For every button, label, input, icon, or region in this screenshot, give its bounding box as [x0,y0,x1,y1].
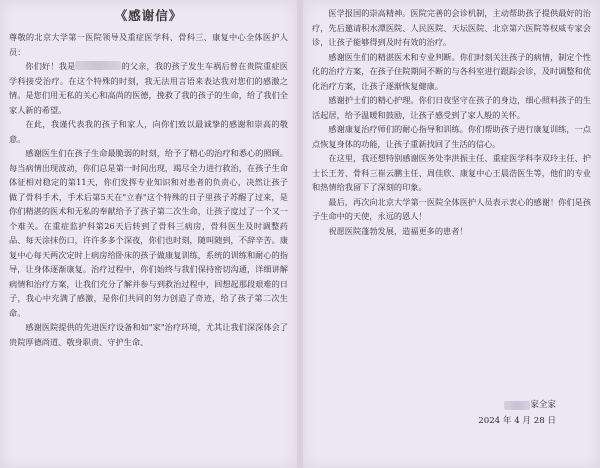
redacted-signature [504,401,530,410]
intro-text-end: 的父亲，我的孩子发生车祸后曾在贵院重症医学科接受治疗。在这个特殊的时刻，我无法用言语来表达我对您们的感激之情。是您们用无私的关心和高尚的医德，挽救了我的孩子的生命，给了我们全家人新的希望。 [9,61,288,115]
paragraph-respect: 在此，我谨代表我的孩子和家人，向你们致以最诚挚的感谢和崇高的敬意。 [9,119,288,144]
paragraph-doctors-care: 感谢医生们在孩子生命最脆弱的时刻，给予了精心的治疗和悉心的照顾。每当病情出现波动，你们总是第一时间出现，竭尽全力进行救治，在孩子生命体征相对稳定的第11天，你们发挥专业知识和对患者的负责心，决然让孩子做了骨科手术，手术后第5天在"立春"这个特殊的日子里孩子苏醒了过来，是你们精湛的医术和无私的奉献给予了孩子第二次生命，让孩子度过了一个又一个难关。在重症监护科第26天后转到了骨科三病房，骨科医生及时调整药品、每天涂抹伤口，许许多多个深夜，你们也时刻，随叫随到，不辞辛苦。康复中心每天两次定时上病房给卧床的孩子做康复训练，系统的训练和耐心的指导，让身体逐渐康复。治疗过程中，你们始终与我们保持密切沟通，详细讲解病情和治疗方案，让我们充分了解并参与到救治过程中，回想起那段艰难的日子，我心中充满了感激，是你们共同的努力创造了奇迹，给了孩子第二次生命。 [9,148,288,318]
paragraph-thanks-doctors: 感谢医生们的精湛医术和专业判断。你们时刻关注孩子的病情，制定个性化的治疗方案，在孩子住院期间不断的与各科室进行跟踪会诊，及时调整和优化治疗方案，让孩子逐渐恢复健康。 [312,51,591,91]
paragraph-hospital-equipment: 感谢医院提供的先进医疗设备和如"家"治疗环境，尤其让我们深深体会了贵院厚德尚道、敬身职责、守护生命、 [9,322,288,347]
signature-block [478,398,556,429]
letter-date: 2024 年 4 月 28 日 [478,416,556,426]
letter-body-left [9,30,288,349]
letter-page-left [0,0,297,468]
letter-page-right [303,0,600,468]
paragraph-closing: 最后，再次向北京大学第一医院全体医护人员表示衷心的感谢！你们是孩子生命中的天使，永远的恩人！ [312,196,591,221]
paragraph-consultation: 医学报国的崇高精神。医院完善的会诊机制，主动帮助孩子提供最好的治疗，先后邀请积水潭医院、人民医院、天坛医院、北京第六医院等权威专家会诊，让孩子能够得到及时有效的治疗。 [312,8,591,47]
intro-text-start: 你们好！我是 [25,61,76,71]
paragraph-wishes: 祝愿医院蓬勃发展，造福更多的患者！ [328,225,468,236]
salutation: 尊敬的北京大学第一医院领导及重症医学科、骨科三、康复中心全体医护人员： [9,32,288,57]
signature-line [478,398,556,414]
paragraph-thanks-rehab: 感谢康复治疗师们的耐心指导和训练。你们帮助孩子进行康复训练，一点点恢复身体的功能，让孩子重新找回了生活的信心。 [312,124,591,149]
paragraph-intro [9,59,288,117]
redacted-name [75,61,121,70]
signature-text: 家全家 [530,400,556,410]
letter-title: 《感谢信》 [114,8,183,23]
letter-body-right [312,6,591,238]
paragraph-thanks-nurses: 感谢护士们的精心护理。你们日夜坚守在孩子的身边，细心照料孩子的生活起居，给予温暖和鼓励，让孩子感受到了家人般的关怀。 [312,95,591,120]
paragraph-special-thanks: 在这里，我还想特别感谢医务处李洪振主任、重症医学科李双玲主任、护士长王芳、骨科三崔云鹏主任、周佳欣、康复中心王晨浩医生等，他们的专业和热情给我留下了深刻的印象。 [312,153,591,192]
